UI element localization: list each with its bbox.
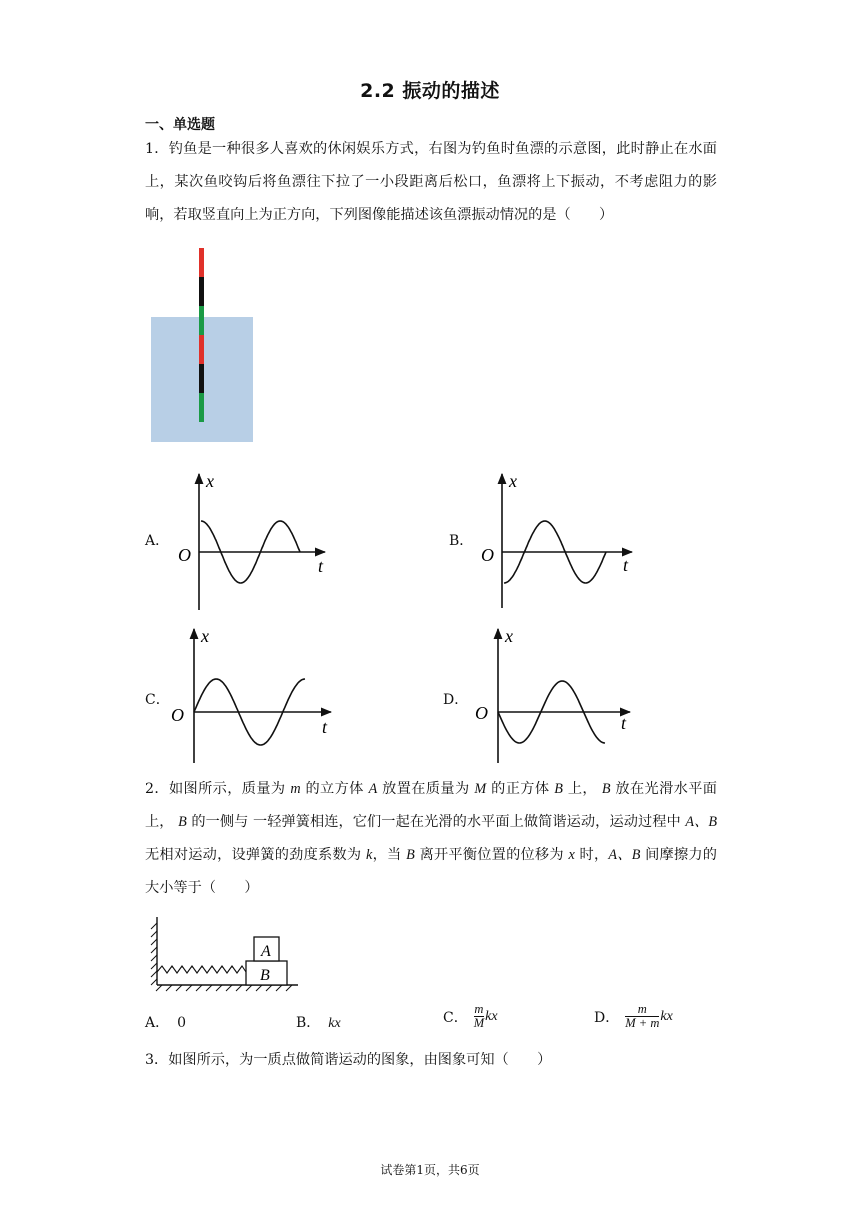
option-b-label: B．	[449, 533, 474, 549]
axis-label-x: x	[206, 471, 214, 491]
float-segment-green-bottom	[199, 393, 204, 422]
option-d-label: D．	[443, 692, 469, 708]
fraction-m-over-M-plus-m: $\frac{m}{M + m}$	[625, 1002, 660, 1030]
axis-label-t: t	[623, 555, 629, 575]
axis-label-t: t	[621, 713, 627, 733]
option-a-label: A．	[145, 533, 170, 549]
fraction-m-over-M: $\frac{m}{M}$	[473, 1002, 485, 1030]
q2-option-c: C． $\frac{m}{M}$ kx	[443, 1002, 498, 1030]
fishing-float-diagram	[148, 246, 258, 446]
float-segment-green-top	[199, 306, 204, 335]
page-footer: 试卷第1页，共6页	[380, 1163, 480, 1177]
origin-label: O	[178, 545, 191, 565]
question-2-text: 2．如图所示，质量为 m 的立方体 A 放置在质量为 M 的正方体 B 上， B 放在光滑水平面上， B 的一侧与 一轻弹簧相连，它们一起在光滑的水平面上做简谐运动，运动过程中 A、B 无相对运动，设弹簧的劲度系数为 k，当 B 离开平衡位置的位移为 x 时，A、B 间摩擦力的大小等于（ ）	[145, 781, 717, 896]
q2-option-b: B． kx	[296, 1015, 341, 1031]
axis-label-x: x	[201, 626, 209, 646]
float-segment-red-bottom	[199, 335, 204, 364]
axis-label-t: t	[318, 556, 324, 576]
origin-label: O	[481, 545, 494, 565]
q2-option-a: A． 0	[145, 1015, 187, 1031]
axis-label-t: t	[322, 717, 328, 737]
origin-label: O	[475, 703, 488, 723]
float-segment-red-top	[199, 248, 204, 277]
page-title: 2.2 振动的描述	[360, 80, 500, 102]
spring	[157, 966, 246, 973]
graph-option-b	[472, 470, 637, 615]
question-1-text: 1．钓鱼是一种很多人喜欢的休闲娱乐方式，右图为钓鱼时鱼漂的示意图，此时静止在水面上，某次鱼咬钩后将鱼漂往下拉了一小段距离后松口，鱼漂将上下振动，不考虑阻力的影响，若取竖直向上为正方向，下列图像能描述该鱼漂振动情况的是（ ）	[145, 141, 717, 223]
question-3-text: 3．如图所示，为一质点做简谐运动的图象，由图象可知（ ）	[145, 1052, 552, 1068]
floor-hatching	[156, 985, 292, 991]
block-b-label: B	[260, 967, 270, 984]
float-segment-black-top	[199, 277, 204, 306]
origin-label: O	[171, 705, 184, 725]
axis-label-x: x	[505, 626, 513, 646]
graph-option-d	[470, 625, 635, 765]
block-a-label: A	[261, 943, 271, 960]
q2-option-d: D． $\frac{m}{M + m}$ kx	[594, 1002, 673, 1030]
graph-option-a	[170, 470, 330, 615]
axis-label-x: x	[509, 471, 517, 491]
option-c-label: C．	[145, 692, 170, 708]
section-heading: 一、单选题	[145, 117, 215, 133]
wall-hatching	[151, 923, 157, 985]
graph-option-c	[168, 625, 338, 765]
spring-block-diagram	[148, 915, 303, 995]
float-segment-black-bottom	[199, 364, 204, 393]
